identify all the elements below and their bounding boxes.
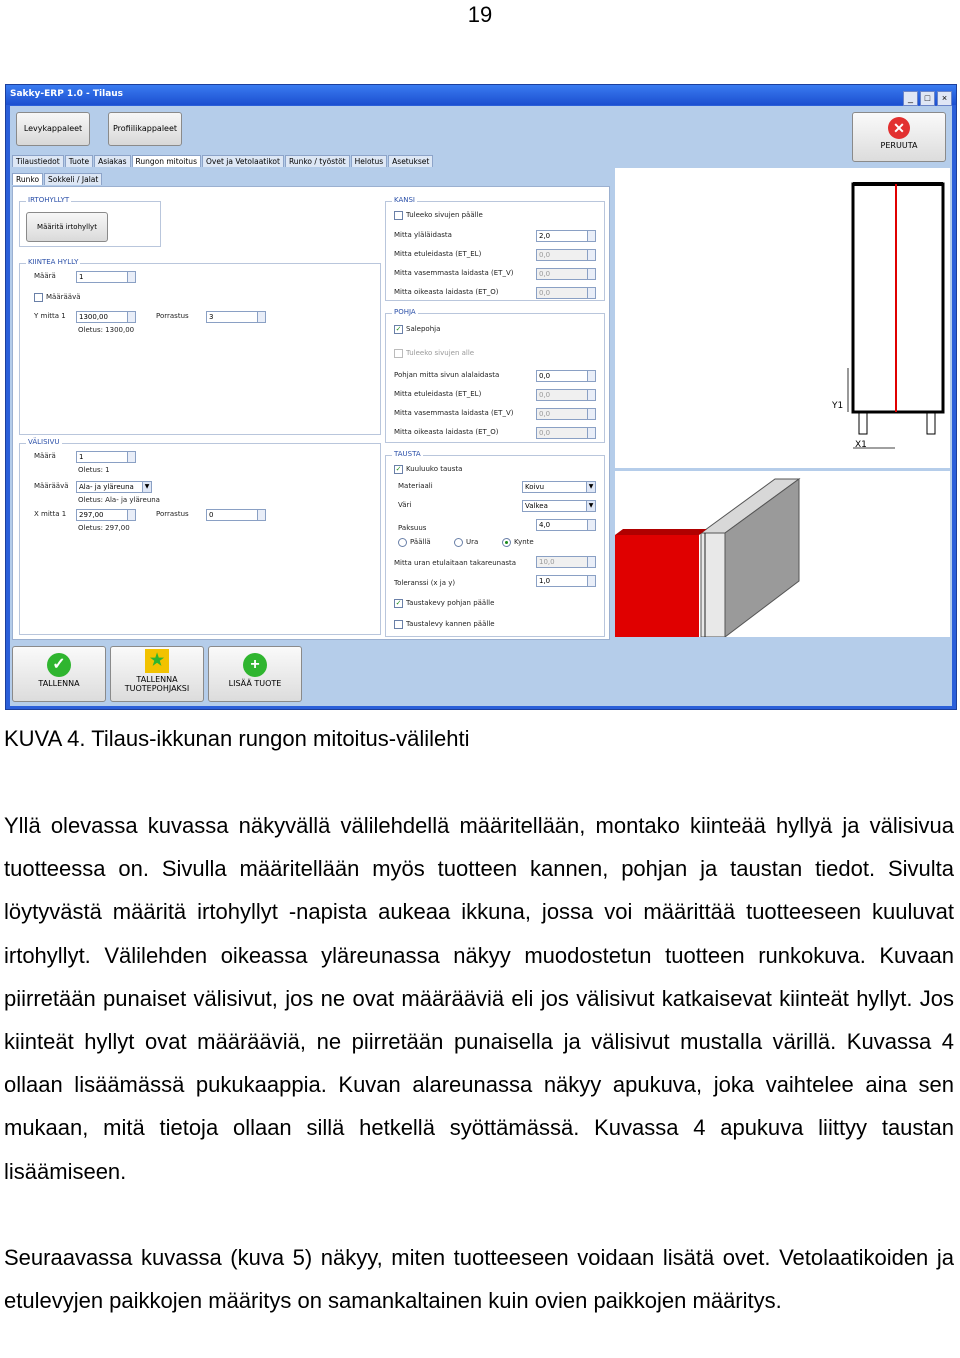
kiintea-maara-label: Määrä bbox=[34, 272, 56, 280]
materiaali-label: Materiaali bbox=[398, 482, 433, 490]
cancel-label: PERUUTA bbox=[880, 141, 918, 150]
valisivu-porrastus-label: Porrastus bbox=[156, 510, 189, 518]
kansi-group bbox=[385, 196, 605, 301]
taustalevy-pohjan-checkbox[interactable]: ✓ bbox=[395, 600, 402, 607]
valisivu-maara-default: Oletus: 1 bbox=[78, 466, 110, 474]
chevron-down-icon: ▼ bbox=[586, 501, 595, 511]
pohja-sivujen-alle-checkbox[interactable] bbox=[394, 349, 403, 358]
tab-ovet-ja-vetolaatikot[interactable]: Ovet ja Vetolaatikot bbox=[202, 155, 284, 167]
cancel-icon: ✕ bbox=[888, 117, 910, 139]
salepohja-label: Salepohja bbox=[406, 325, 441, 333]
radio-paalla-label: Päällä bbox=[410, 538, 431, 546]
toleranssi-label: Toleranssi (x ja y) bbox=[394, 579, 456, 587]
salepohja-checkbox[interactable]: ✓ bbox=[395, 326, 402, 333]
cabinet-leg-left bbox=[859, 412, 867, 434]
valisivu-xmitta-default: Oletus: 297,00 bbox=[78, 524, 130, 532]
tallenna-tuotepohjaksi-label: TALLENNA TUOTEPOHJAKSI bbox=[124, 675, 190, 693]
subtab-runko[interactable]: Runko bbox=[12, 173, 43, 185]
tab-runko-tyostot[interactable]: Runko / työstöt bbox=[285, 155, 350, 167]
profiilikappaleet-button[interactable]: Profiilikappaleet bbox=[108, 112, 182, 146]
taustalevy-kannen-checkbox[interactable] bbox=[394, 620, 403, 629]
sub-tabs bbox=[12, 173, 103, 185]
tab-asiakas[interactable]: Asiakas bbox=[94, 155, 130, 167]
valisivu-maara-label: Määrä bbox=[34, 452, 56, 460]
star-icon: ★ bbox=[145, 649, 169, 673]
chevron-down-icon: ▼ bbox=[142, 482, 151, 492]
tab-tilaustiedot[interactable]: Tilaustiedot bbox=[12, 155, 64, 167]
valisivu-xmitta-label: X mitta 1 bbox=[34, 510, 67, 518]
kiintea-hylly-group bbox=[19, 258, 381, 435]
kansi-row-input[interactable]: 2,0 bbox=[536, 230, 596, 242]
kansi-row-label: Mitta yläläidasta bbox=[394, 231, 452, 239]
maximize-button[interactable]: □ bbox=[920, 91, 935, 106]
kiintea-hylly-legend: KIINTEA HYLLY bbox=[28, 258, 79, 266]
red-block bbox=[615, 535, 699, 637]
kansi-row-input[interactable]: 0,0 bbox=[536, 249, 596, 261]
frame-preview bbox=[615, 168, 950, 468]
lisaa-tuote-label: LISÄÄ TUOTE bbox=[228, 679, 282, 688]
helper-preview bbox=[615, 471, 950, 637]
valisivu-maaraava-default: Oletus: Ala- ja yläreuna bbox=[78, 496, 160, 504]
tab-rungon-mitoitus[interactable]: Rungon mitoitus bbox=[132, 155, 201, 167]
materiaali-select[interactable]: Koivu ▼ bbox=[522, 481, 596, 493]
lisaa-tuote-button[interactable] bbox=[208, 646, 302, 702]
plus-icon: + bbox=[243, 653, 267, 677]
valisivu-maaraava-select[interactable]: Ala- ja yläreuna ▼ bbox=[76, 481, 152, 493]
valisivu-legend: VÄLISIVU bbox=[28, 438, 60, 446]
cancel-button[interactable] bbox=[852, 112, 946, 162]
vari-select[interactable]: Valkea ▼ bbox=[522, 500, 596, 512]
valisivu-xmitta-input[interactable]: 297,00 bbox=[76, 509, 136, 521]
title-bar bbox=[6, 85, 956, 105]
tausta-group bbox=[385, 450, 605, 637]
pohja-row-label: Pohjan mitta sivun alalaidasta bbox=[394, 371, 500, 379]
kansi-row-label: Mitta oikeasta laidasta (ET_O) bbox=[394, 288, 499, 296]
kansi-row-input[interactable]: 0,0 bbox=[536, 287, 596, 299]
pohja-row-input[interactable]: 0,0 bbox=[536, 389, 596, 401]
paragraph-1: Yllä olevassa kuvassa näkyvällä välilehdellä määritellään, montako kiinteää hyllyä ja välisivua tuotteessa on. Sivulla määritellään myös tuotteen kannen, pohjan ja taustan tiedot. Sivulta löytyvästä määritä irtohyllyt -napista aukeaa ikkuna, jossa voi määrittää tuotteeseen kuuluvat irtohyllyt. Välilehden oikeassa yläreunassa näkyy muodostetun tuotteen runkokuva. Kuvaan piirretään punaiset välisivut, jos ne ovat määrääviä eli jos välisivut katkaisevat kiinteät hyllyt. Jos kiinteät hyllyt ovat määrääviä, ne piirretään punaisella ja välisivut mustalla värillä. Kuvassa 4 ollaan lisäämässä pukukaappia. Kuvan alareunassa näkyy apukuva, joka vaihtelee aina sen mukaan, mitä tietoja ollaan sillä hetkellä syöttämässä. Kuvassa 4 apukuva liittyy taustan lisäämiseen. bbox=[4, 813, 954, 1184]
subtab-sokkeli-jalat[interactable]: Sokkeli / Jalat bbox=[44, 173, 102, 185]
pohja-sivujen-alle-label: Tuleeko sivujen alle bbox=[406, 349, 475, 357]
pohja-legend: POHJA bbox=[394, 308, 416, 316]
kiintea-maaraava-checkbox[interactable] bbox=[34, 293, 43, 302]
tallenna-tuotepohjaksi-button[interactable] bbox=[110, 646, 204, 702]
radio-kynte[interactable] bbox=[502, 538, 511, 547]
radio-ura-label: Ura bbox=[466, 538, 479, 546]
valisivu-porrastus-input[interactable]: 0 bbox=[206, 509, 266, 521]
irtohyllyt-legend: IRTOHYLLYT bbox=[28, 196, 70, 204]
x1-label: X1 bbox=[855, 440, 867, 450]
kuuluuko-tausta-label: Kuuluuko tausta bbox=[406, 465, 463, 473]
red-block-top bbox=[615, 529, 707, 535]
kiintea-porrastus-label: Porrastus bbox=[156, 312, 189, 320]
pohja-group bbox=[385, 308, 605, 443]
tab-asetukset[interactable]: Asetukset bbox=[388, 155, 433, 167]
paragraph-2: Seuraavassa kuvassa (kuva 5) näkyy, miten tuotteeseen voidaan lisätä ovet. Vetolaatikoiden ja etulevyjen paikkojen määritys on samankaltainen kuin ovien paikkojen määritys. bbox=[4, 1245, 954, 1314]
paksuus-input[interactable]: 4,0 bbox=[536, 519, 596, 531]
maarita-irtohyllyt-button[interactable]: Määritä irtohyllyt bbox=[26, 212, 108, 242]
kansi-check[interactable] bbox=[394, 211, 403, 220]
tab-tuote[interactable]: Tuote bbox=[65, 155, 93, 167]
page-number: 19 bbox=[467, 2, 493, 27]
checkmark-icon: ✓ bbox=[47, 653, 71, 677]
cabinet-leg-right bbox=[927, 412, 935, 434]
tausta-legend: TAUSTA bbox=[394, 450, 421, 458]
kiintea-ymitta-input[interactable]: 1300,00 bbox=[76, 311, 136, 323]
toleranssi-input[interactable]: 1,0 bbox=[536, 575, 596, 587]
kiintea-maaraava-label: Määräävä bbox=[46, 293, 81, 301]
tallenna-button[interactable] bbox=[12, 646, 106, 702]
radio-ura[interactable] bbox=[454, 538, 463, 547]
y1-label: Y1 bbox=[832, 401, 844, 411]
cabinet-frame-drawing bbox=[615, 168, 950, 468]
valisivu-maara-input[interactable]: 1 bbox=[76, 451, 136, 463]
window-client bbox=[10, 106, 952, 705]
kansi-row-label: Mitta vasemmasta laidasta (ET_V) bbox=[394, 269, 514, 277]
levykappaleet-button[interactable]: Levykappaleet bbox=[16, 112, 90, 146]
taustalevy-kannen-label: Taustalevy kannen päälle bbox=[406, 620, 495, 628]
minimize-button[interactable]: _ bbox=[903, 91, 918, 106]
app-window bbox=[5, 84, 957, 710]
pohja-row-label: Mitta etuleidasta (ET_EL) bbox=[394, 390, 482, 398]
taustalevy-pohjan-label: Taustakevy pohjan päälle bbox=[406, 599, 495, 607]
window-title: Sakky-ERP 1.0 - Tilaus bbox=[10, 89, 124, 99]
pohja-row-label: Mitta oikeasta laidasta (ET_O) bbox=[394, 428, 499, 436]
helper-image bbox=[615, 471, 950, 637]
form-panel bbox=[12, 186, 610, 640]
kansi-check-label: Tuleeko sivujen päälle bbox=[406, 211, 483, 219]
kiintea-porrastus-input[interactable]: 3 bbox=[206, 311, 266, 323]
pohja-row-input[interactable]: 0,0 bbox=[536, 370, 596, 382]
chevron-down-icon: ▼ bbox=[586, 482, 595, 492]
kansi-row-label: Mitta etuleidasta (ET_EL) bbox=[394, 250, 482, 258]
close-button[interactable]: × bbox=[937, 91, 952, 106]
tab-helotus[interactable]: Helotus bbox=[351, 155, 388, 167]
radio-paalla[interactable] bbox=[398, 538, 407, 547]
kuuluuko-tausta-checkbox[interactable]: ✓ bbox=[395, 466, 402, 473]
figure-caption: KUVA 4. Tilaus-ikkunan rungon mitoitus-välilehti bbox=[4, 726, 470, 751]
kiintea-ymitta-label: Y mitta 1 bbox=[34, 312, 66, 320]
tallenna-label: TALLENNA bbox=[38, 679, 80, 688]
paksuus-label: Paksuus bbox=[398, 524, 427, 532]
ura-label: Mitta uran etulaitaan takareunasta bbox=[394, 559, 517, 567]
vari-label: Väri bbox=[398, 501, 412, 509]
ura-input[interactable]: 10,0 bbox=[536, 556, 596, 568]
kansi-legend: KANSI bbox=[394, 196, 415, 204]
cabinet-outline bbox=[853, 184, 943, 412]
valisivu-group bbox=[19, 438, 381, 635]
pohja-row-input[interactable]: 0,0 bbox=[536, 427, 596, 439]
valisivu-maaraava-label: Määräävä bbox=[34, 482, 69, 490]
kansi-row-input[interactable]: 0,0 bbox=[536, 268, 596, 280]
kiintea-ymitta-default: Oletus: 1300,00 bbox=[78, 326, 135, 334]
irtohyllyt-group bbox=[19, 196, 161, 247]
pohja-row-input[interactable]: 0,0 bbox=[536, 408, 596, 420]
pohja-row-label: Mitta vasemmasta laidasta (ET_V) bbox=[394, 409, 514, 417]
radio-kynte-label: Kynte bbox=[514, 538, 534, 546]
kiintea-maara-input[interactable]: 1 bbox=[76, 271, 136, 283]
main-tabs bbox=[12, 155, 434, 169]
bottom-toolbar bbox=[10, 642, 952, 706]
